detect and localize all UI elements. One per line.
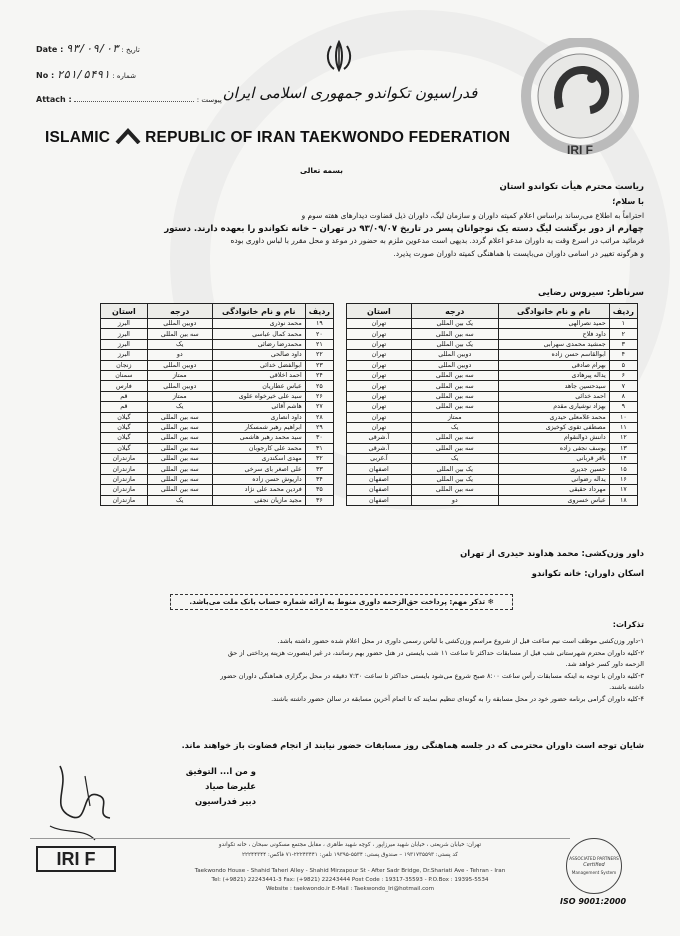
cell-row-number: ۲	[609, 329, 637, 339]
iso-label: ISO 9001:2000	[560, 897, 627, 906]
cell-row-number: ۴	[609, 350, 637, 360]
date-value: ۹۳/۰۹/۰۳	[65, 42, 119, 55]
table-row	[101, 329, 334, 339]
iran-emblem-icon	[323, 40, 355, 72]
cert-line-2: Certified	[583, 862, 605, 868]
table-row	[347, 402, 638, 412]
cell-province: اصفهان	[347, 474, 412, 484]
referee-table-right	[346, 303, 638, 506]
svg-text:IRI F: IRI F	[567, 143, 593, 157]
cell-row-number: ۳۵	[305, 485, 333, 495]
cell-grade: سه بین المللی	[411, 433, 498, 443]
closing-note: شایان توجه است داوران محترمی که در جلسه هماهنگی روز مسابقات حضور نیابند از انجام قضاوت باز خواهند ماند.	[181, 740, 644, 750]
cell-province: تهران	[347, 402, 412, 412]
cell-province: مازندران	[101, 485, 148, 495]
cell-grade: دوبین المللی	[411, 360, 498, 370]
cell-grade: یک	[147, 495, 212, 505]
cell-name: داود صالحی	[212, 350, 305, 360]
cell-row-number: ۳۴	[305, 474, 333, 484]
cell-name: ابوالقاسم حسن زاده	[498, 350, 609, 360]
cell-grade: دو	[147, 350, 212, 360]
note-item: ۴-کلیه داوران گرامی برنامه حضور خود در محل مسابقه را به گونه‌ای تنظیم نمایند که تا اتمام آخرین مسابقه در سالن حضور داشته باشند.	[271, 694, 644, 703]
cell-name: داریوش حسن زاده	[212, 474, 305, 484]
cell-province: تهران	[347, 350, 412, 360]
cell-province: فارس	[101, 381, 148, 391]
cell-row-number: ۲۵	[305, 381, 333, 391]
cell-name: حسین جدیری	[498, 464, 609, 474]
col-header-grade: درجه	[411, 304, 498, 319]
cell-row-number: ۱۳	[609, 443, 637, 453]
cell-grade: یک بین المللی	[411, 319, 498, 329]
cell-name: ابوالفضل خدائی	[212, 360, 305, 370]
cell-province: تهران	[347, 422, 412, 432]
signatory-title: دبیر فدراسیون	[194, 796, 256, 806]
col-header-name: نام و نام خانوادگی	[212, 304, 305, 319]
cell-grade: دوبین المللی	[147, 319, 212, 329]
table-row	[101, 474, 334, 484]
note-item: ۱-داور وزن‌کشی موظف است نیم ساعت قبل از شروع مراسم وزن‌کشی با لباس رسمی داوری در محل اعلام شده حضور داشته باشد.	[277, 637, 644, 645]
cell-grade: سه بین المللی	[147, 412, 212, 422]
cell-grade: ممتاز	[147, 370, 212, 380]
cell-row-number: ۲۰	[305, 329, 333, 339]
cert-line-3: Management System	[571, 870, 617, 875]
federation-logo	[520, 38, 640, 158]
attach-label-fa: : پیوست	[196, 96, 222, 104]
cell-row-number: ۳	[609, 339, 637, 349]
table-row	[347, 350, 638, 360]
cell-grade: سه بین المللی	[147, 433, 212, 443]
table-row	[101, 319, 334, 329]
cell-grade: یک	[147, 339, 212, 349]
cell-name: یوسف نجفی زاده	[498, 443, 609, 453]
title-en-part-1: ISLAMIC	[45, 129, 111, 146]
note-item: الزحمه داور کسر خواهد شد.	[565, 660, 644, 668]
cell-name: بهرام صادقی	[498, 360, 609, 370]
cell-row-number: ۶	[609, 370, 637, 380]
cell-province: گیلان	[101, 443, 148, 453]
cell-province: اصفهان	[347, 495, 412, 505]
cell-grade: دوبین المللی	[411, 350, 498, 360]
cell-province: تهران	[347, 339, 412, 349]
cell-province: تهران	[347, 370, 412, 380]
cell-province: مازندران	[101, 474, 148, 484]
cell-province: اصفهان	[347, 464, 412, 474]
cell-province: البرز	[101, 319, 148, 329]
cell-grade: سه بین المللی	[147, 485, 212, 495]
cell-name: علی اصغر بای سرخی	[212, 464, 305, 474]
cell-row-number: ۳۶	[305, 495, 333, 505]
table-row	[101, 422, 334, 432]
table-row	[347, 454, 638, 464]
cell-name: داود فلاح	[498, 329, 609, 339]
table-row	[101, 370, 334, 380]
cell-province: اصفهان	[347, 485, 412, 495]
cell-row-number: ۱۶	[609, 474, 637, 484]
table-row	[101, 391, 334, 401]
cell-grade: یک بین المللی	[411, 464, 498, 474]
table-row	[101, 381, 334, 391]
cell-province: گیلان	[101, 412, 148, 422]
col-header-province: استان	[347, 304, 412, 319]
cell-name: فردین محمد علی نژاد	[212, 485, 305, 495]
cell-name: یداله رضوانی	[498, 474, 609, 484]
table-row	[101, 454, 334, 464]
cell-province: مازندران	[101, 454, 148, 464]
table-row	[347, 391, 638, 401]
cell-name: محمد علی کارجوبان	[212, 443, 305, 453]
cell-grade: سه بین المللی	[147, 422, 212, 432]
cell-name: احمد خدائی	[498, 391, 609, 401]
signatory-name: علیرضا صیاد	[205, 781, 256, 791]
cell-province: مازندران	[101, 464, 148, 474]
cell-row-number: ۷	[609, 381, 637, 391]
col-header-grade: درجه	[147, 304, 212, 319]
cell-province: تهران	[347, 391, 412, 401]
cell-grade: سه بین المللی	[147, 443, 212, 453]
body-line-3: فرمائید مراتب در اسرع وقت به داوران مدعو اعلام گردد. بدیهی است مدعوین ملزم به حضور در موعد و محل مقرر با لباس داوری بوده	[230, 236, 644, 245]
cell-grade: دو	[411, 495, 498, 505]
number-label: No :	[36, 71, 55, 80]
cell-name: محمد کمال عباسی	[212, 329, 305, 339]
signature-block	[136, 764, 256, 809]
table-row	[101, 339, 334, 349]
table-row	[347, 464, 638, 474]
cell-row-number: ۱۷	[609, 485, 637, 495]
note-item: ۳-کلیه داوران با توجه به اینکه مسابقات رأس ساعت ۸:۰۰ صبح شروع می‌شود بایستی حداکثر تا ساعت ۷:۳۰ دقیقه در محل برگزاری هماهنگی داوران حضور	[220, 671, 644, 680]
federation-title-fa: فدراسیون تکواندو جمهوری اسلامی ایران	[222, 84, 478, 102]
col-header-row: ردیف	[609, 304, 637, 319]
table-row	[347, 422, 638, 432]
cell-grade: یک	[411, 454, 498, 464]
cell-name: مهرداد حقیقی	[498, 485, 609, 495]
notes-heading: تذکرات:	[612, 620, 644, 629]
number-label-fa: : شماره	[112, 72, 136, 80]
weigh-in-referee: داور وزن‌کشی: محمد هداوند حیدری از تهران	[460, 548, 644, 558]
cell-name: باقر قربانی	[498, 454, 609, 464]
cell-grade: سه بین المللی	[411, 485, 498, 495]
bismillah-heading: بسمه تعالی	[300, 166, 343, 175]
cell-grade: سه بین المللی	[147, 464, 212, 474]
cell-name: سید علی خیرخواه علوی	[212, 391, 305, 401]
table-row	[101, 464, 334, 474]
cell-grade: یک	[411, 422, 498, 432]
cell-row-number: ۱۴	[609, 454, 637, 464]
footer-divider	[30, 838, 570, 839]
table-row	[347, 433, 638, 443]
table-row	[347, 443, 638, 453]
cell-row-number: ۳۰	[305, 433, 333, 443]
cell-name: احمد اخلاقی	[212, 370, 305, 380]
table-row	[347, 360, 638, 370]
cell-name: جمشید محمدی سهرابی	[498, 339, 609, 349]
cell-province: آ.غربی	[347, 454, 412, 464]
body-line-1: احتراماً به اطلاع می‌رساند براساس اعلام کمیته داوران و سازمان لیگ، داوران ذیل قضاوت دیدارهای هفته سوم و	[301, 211, 644, 220]
cell-grade: سه بین المللی	[411, 391, 498, 401]
cell-row-number: ۱۵	[609, 464, 637, 474]
cell-name: مصطفی تقوی کوخیزی	[498, 422, 609, 432]
cell-grade: یک	[147, 402, 212, 412]
footer-logo: IRI F	[36, 846, 116, 872]
referee-accommodation: اسکان داوران: خانه تکواندو	[531, 568, 644, 578]
table-row	[347, 370, 638, 380]
cell-province: البرز	[101, 350, 148, 360]
cell-grade: دوبین المللی	[147, 381, 212, 391]
address-fa-line-1: تهران: خیابان شریعتی ، خیابان شهید میرزاپور ، کوچه شهید طاهری ، مقابل مجتمع مسکونی سبحان ، خانه تکواندو	[218, 842, 482, 848]
cell-name: محمدرضا رضائی	[212, 339, 305, 349]
recipient: ریاست محترم هیأت تکواندو استان	[499, 182, 644, 192]
cell-name: داود انصاری	[212, 412, 305, 422]
cell-province: البرز	[101, 339, 148, 349]
table-row	[101, 360, 334, 370]
cell-province: تهران	[347, 360, 412, 370]
cell-name: سیدحسین جاهد	[498, 381, 609, 391]
cell-name: محمد نوذری	[212, 319, 305, 329]
date-label: Date :	[36, 45, 64, 54]
cell-province: مازندران	[101, 495, 148, 505]
cell-name: عباس عطاریان	[212, 381, 305, 391]
cell-grade: سه بین المللی	[411, 370, 498, 380]
address-en-line-1: Taekwondo House - Shahid Taheri Alley - Shahid Mirzapour St - After Sadr Bridge, Dr.Shariati Ave - Tehran - Iran	[194, 868, 506, 874]
table-row	[101, 495, 334, 505]
cell-province: زنجان	[101, 360, 148, 370]
cell-grade: یک بین المللی	[411, 474, 498, 484]
cell-province: قم	[101, 402, 148, 412]
col-header-province: استان	[101, 304, 148, 319]
cell-grade: یک بین المللی	[411, 339, 498, 349]
table-row	[347, 495, 638, 505]
cell-province: آ.شرقی	[347, 443, 412, 453]
cell-province: آ.شرقی	[347, 433, 412, 443]
table-row	[347, 412, 638, 422]
table-row	[347, 329, 638, 339]
attach-row	[36, 95, 222, 104]
table-row	[101, 433, 334, 443]
col-header-name: نام و نام خانوادگی	[498, 304, 609, 319]
cell-name: عباس خسروی	[498, 495, 609, 505]
cell-row-number: ۱۱	[609, 422, 637, 432]
cell-name: هاشم آقائی	[212, 402, 305, 412]
cell-name: بهزاد نوشیاری مقدم	[498, 402, 609, 412]
cell-row-number: ۱۲	[609, 433, 637, 443]
certification-seal	[566, 838, 622, 894]
table-row	[101, 350, 334, 360]
date-row	[36, 42, 140, 55]
cell-row-number: ۹	[609, 402, 637, 412]
number-value: ۲۵۱/۵۴۹۱	[56, 68, 110, 81]
cell-row-number: ۳۲	[305, 454, 333, 464]
cell-row-number: ۳۳	[305, 464, 333, 474]
cell-province: تهران	[347, 329, 412, 339]
chevron-mark-icon	[115, 128, 141, 144]
address-en-line-2: Tel: (+9821) 22243441-3 Fax: (+9821) 22243444 Post Code : 19317-35593 - P.O.Box : 19395-5534	[211, 877, 489, 883]
number-row	[36, 68, 136, 81]
notes-list	[40, 636, 644, 705]
cell-row-number: ۱	[609, 319, 637, 329]
table-row	[101, 402, 334, 412]
address-fa-line-2: کد پستی: ۱۹۳۱۷۳۵۵۹۳ – صندوق پستی: ۵۵۳۴-۱۹۳۹۵ تلفن: ۲۲۲۴۳۴۴۱-۷۱ فاکس: ۲۲۲۴۴۳۴۴	[242, 852, 458, 858]
note-item: ۲-کلیه داوران محترم شهرستانی شب قبل از مسابقات حداکثر تا ساعت ۱۱ شب بایستی در هتل حضور بهم رسانند، در غیر اینصورت هزینه پرداختی از حق	[227, 648, 644, 657]
cell-row-number: ۱۸	[609, 495, 637, 505]
cell-grade: سه بین المللی	[147, 474, 212, 484]
attach-label: Attach :	[36, 95, 72, 104]
cell-province: سمنان	[101, 370, 148, 380]
cell-province: البرز	[101, 329, 148, 339]
cell-name: حمید نصرالهی	[498, 319, 609, 329]
body-line-2: چهارم از دور برگشت لیگ دسته یک نوجوانان پسر در تاریخ ۹۳/۰۹/۰۷ در تهران – خانه تکواندو را بعهده دارند. دستور	[164, 223, 644, 234]
signature-closing: و من ا... التوفیق	[185, 766, 256, 776]
letter-body	[38, 210, 644, 260]
cell-row-number: ۱۹	[305, 319, 333, 329]
cell-row-number: ۸	[609, 391, 637, 401]
cell-row-number: ۲۸	[305, 412, 333, 422]
cell-row-number: ۲۱	[305, 339, 333, 349]
cell-name: سید محمد رهبر هاشمی	[212, 433, 305, 443]
cell-name: ابراهیم رهبر شمسکار	[212, 422, 305, 432]
cell-province: گیلان	[101, 422, 148, 432]
handwritten-signature	[40, 756, 130, 846]
cell-grade: ممتاز	[411, 412, 498, 422]
referee-table-left	[100, 303, 334, 506]
address-en-line-3: Website : taekwondo.ir E-Mail : Taekwondo_Iri@hotmail.com	[265, 886, 435, 892]
cell-province: تهران	[347, 412, 412, 422]
cert-line-1: ASSOCIATED PARTNERS	[569, 856, 619, 861]
table-row	[101, 485, 334, 495]
cell-province: تهران	[347, 381, 412, 391]
table-row	[347, 485, 638, 495]
cell-province: تهران	[347, 319, 412, 329]
greeting: با سلام؛	[612, 197, 644, 206]
cell-row-number: ۲۷	[305, 402, 333, 412]
body-line-4: و هرگونه تغییر در اسامی داوران می‌بایست با هماهنگی کمیته داوران صورت پذیرد.	[393, 248, 644, 258]
table-row	[347, 319, 638, 329]
table-row	[347, 339, 638, 349]
cell-name: داننش ذوالنقوام	[498, 433, 609, 443]
cell-name: مهدی اسکندری	[212, 454, 305, 464]
cell-row-number: ۳۱	[305, 443, 333, 453]
cell-grade: سه بین المللی	[147, 454, 212, 464]
table-row	[101, 412, 334, 422]
cell-row-number: ۲۶	[305, 391, 333, 401]
cell-name: یداله پیرهادی	[498, 370, 609, 380]
note-item: داشته باشند.	[609, 683, 644, 691]
cell-grade: سه بین المللی	[411, 329, 498, 339]
chief-supervisor: سرناظر: سیروس رضایی	[537, 288, 644, 298]
cell-province: گیلان	[101, 433, 148, 443]
title-en-part-2: REPUBLIC OF IRAN TAEKWONDO FEDERATION	[145, 129, 511, 146]
cell-grade: سه بین المللی	[147, 329, 212, 339]
date-label-fa: : تاریخ	[121, 46, 140, 54]
table-row	[101, 443, 334, 453]
important-note-box: ❄ تذکر مهم: پرداخت حق‌الزحمه داوری منوط به ارائه شماره حساب بانک ملت می‌باشد.	[170, 594, 513, 610]
federation-title-en	[45, 128, 510, 147]
cell-row-number: ۲۲	[305, 350, 333, 360]
cell-grade: سه بین المللی	[411, 402, 498, 412]
cell-row-number: ۵	[609, 360, 637, 370]
cell-name: مجید مازیان نجفی	[212, 495, 305, 505]
cell-grade: ممتاز	[147, 391, 212, 401]
cell-grade: سه بین المللی	[411, 443, 498, 453]
table-row	[347, 381, 638, 391]
cell-province: قم	[101, 391, 148, 401]
cell-row-number: ۲۴	[305, 370, 333, 380]
table-row	[347, 474, 638, 484]
col-header-row: ردیف	[305, 304, 333, 319]
cell-grade: دوبین المللی	[147, 360, 212, 370]
cell-row-number: ۲۳	[305, 360, 333, 370]
cell-name: محمد غلامعلی حیدری	[498, 412, 609, 422]
cell-row-number: ۱۰	[609, 412, 637, 422]
cell-row-number: ۲۹	[305, 422, 333, 432]
cell-grade: سه بین المللی	[411, 381, 498, 391]
